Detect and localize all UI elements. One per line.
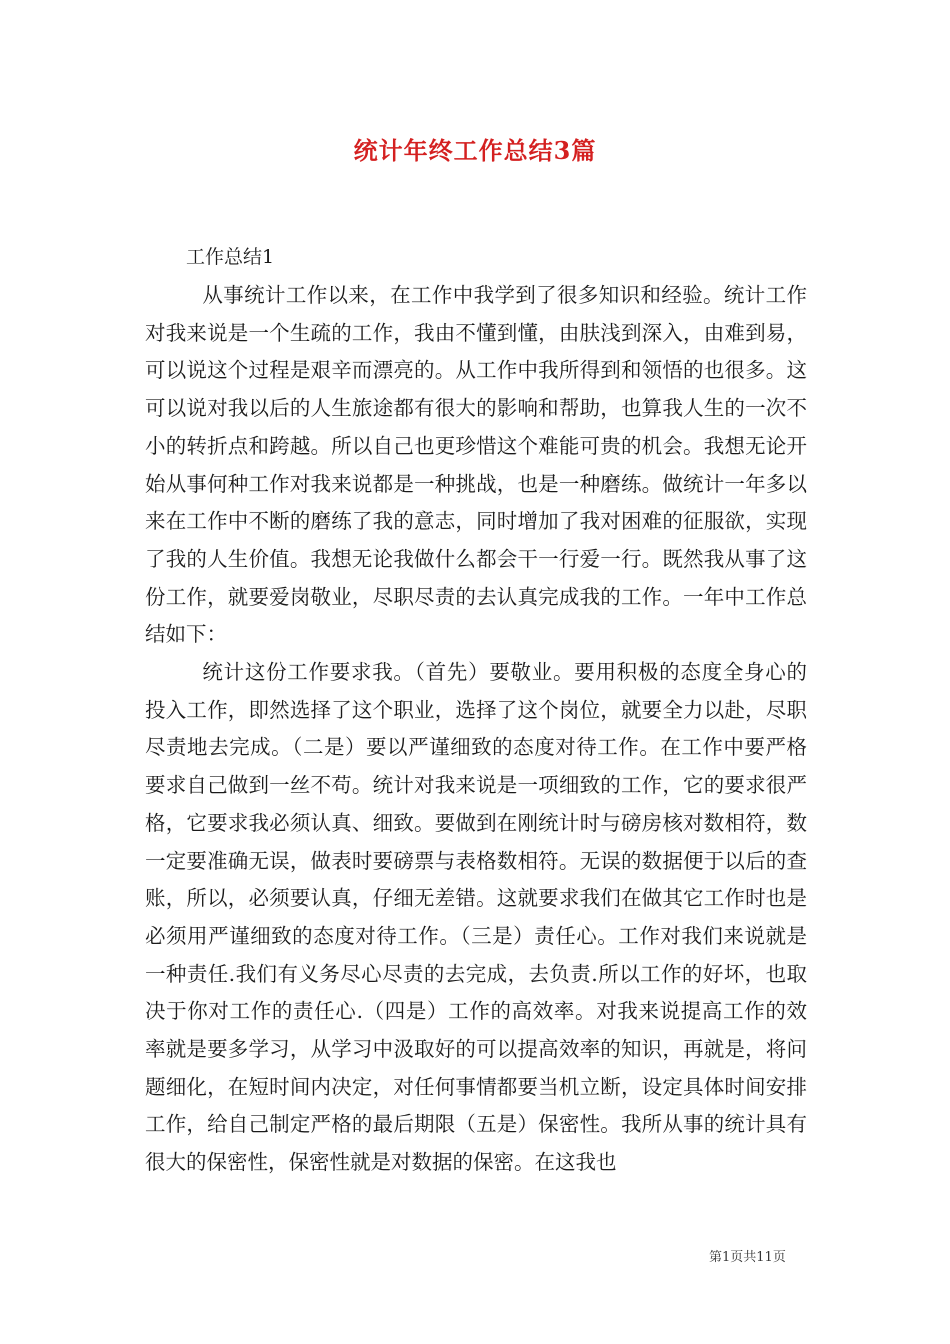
document-title: 统计年终工作总结3篇	[353, 136, 597, 165]
document-body	[145, 277, 807, 1182]
paragraph: 统计这份工作要求我。（首先）要敬业。要用积极的态度全身心的投入工作，即然选择了这个职业，选择了这个岗位，就要全力以赴，尽职尽责地去完成。（二是）要以严谨细致的态度对待工作。在工作中要严格要求自己做到一丝不苟。统计对我来说是一项细致的工作，它的要求很严格，它要求我必须认真、细致。要做到在刚统计时与磅房核对数相符，数一定要准确无误，做表时要磅票与表格数相符。无误的数据便于以后的查账，所以，必须要认真，仔细无差错。这就要求我们在做其它工作时也是必须用严谨细致的态度对待工作。（三是）责任心。工作对我们来说就是一种责任.我们有义务尽心尽责的去完成，去负责.所以工作的好坏，也取决于你对工作的责任心.（四是）工作的高效率。对我来说提高工作的效率就是要多学习，从学习中汲取好的可以提高效率的知识，再就是，将问题细化，在短时间内决定，对任何事情都要当机立断，设定具体时间安排工作，给自己制定严格的最后期限（五是）保密性。我所从事的统计具有很大的保密性，保密性就是对数据的保密。在这我也	[145, 660, 807, 1175]
page-number: 第1页共11页	[709, 1250, 786, 1265]
section-heading: 工作总结1	[186, 246, 275, 268]
paragraph: 从事统计工作以来，在工作中我学到了很多知识和经验。统计工作对我来说是一个生疏的工作，我由不懂到懂，由肤浅到深入，由难到易，可以说这个过程是艰辛而漂亮的。从工作中我所得到和领悟的也很多。这可以说对我以后的人生旅途都有很大的影响和帮助，也算我人生的一次不小的转折点和跨越。所以自己也更珍惜这个难能可贵的机会。我想无论开始从事何种工作对我来说都是一种挑战，也是一种磨练。做统计一年多以来在工作中不断的磨练了我的意志，同时增加了我对困难的征服欲，实现了我的人生价值。我想无论我做什么都会干一行爱一行。既然我从事了这份工作，就要爱岗敬业，尽职尽责的去认真完成我的工作。一年中工作总结如下：	[145, 283, 807, 647]
